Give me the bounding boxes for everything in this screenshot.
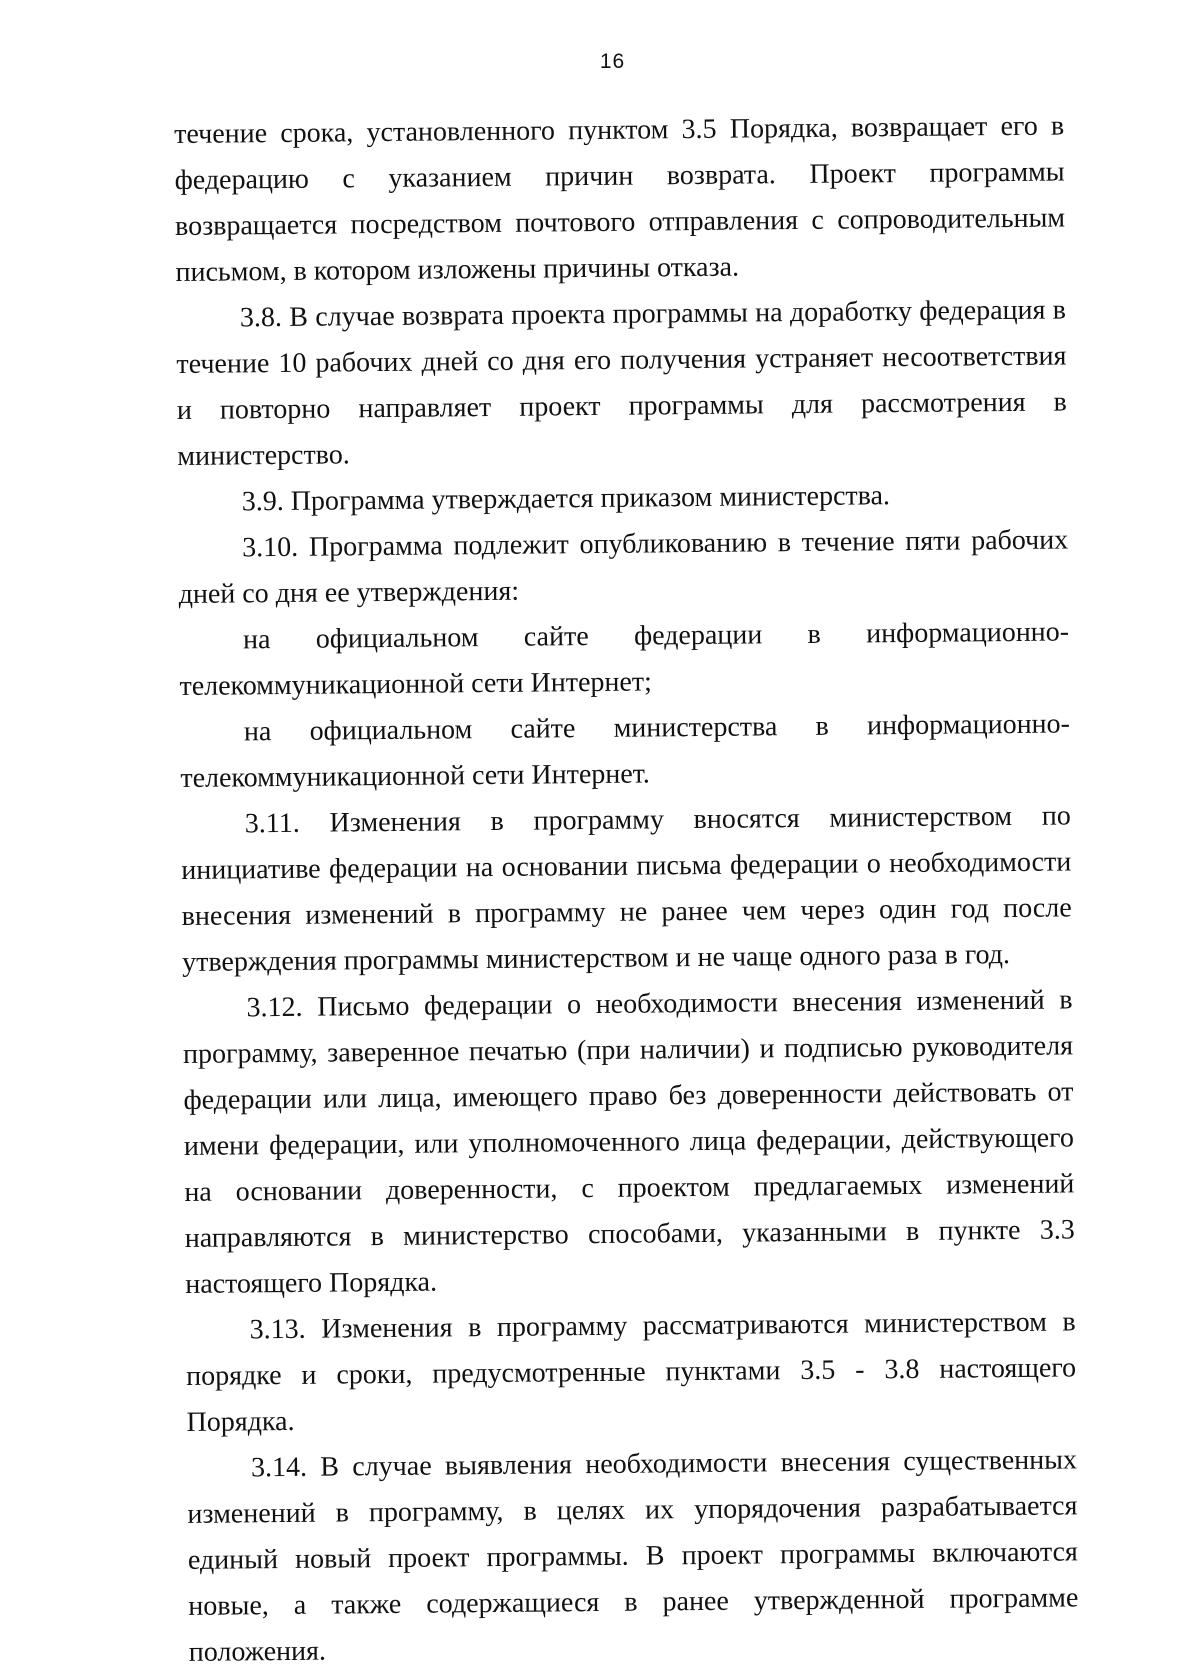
document-body <box>174 103 1079 1675</box>
list-item-federation-site-line2: телекоммуникационной сети Интернет; <box>179 666 653 702</box>
paragraph-3-14: 3.14. В случае выявления необходимости внесения существенных изменений в программу, в целях их упорядочения разрабатывается единый новый проект программы. В проект программы включаются новые, а также содержащиеся в ранее утвержденной программе положения. <box>187 1444 1079 1668</box>
paragraph-3-11: 3.11. Изменения в программу вносятся министерством по инициативе федерации на основании письма федерации о необходимости внесения изменений в программу не ранее чем через один год после утверждения программы министерством и не чаще одного раза в год. <box>181 800 1072 978</box>
paragraph-3-10: 3.10. Программа подлежит опубликованию в течение пяти рабочих дней со дня ее утверждения: <box>178 524 1069 610</box>
list-item-ministry-site-line1: на официальном сайте министерства в информационно- <box>243 708 1071 748</box>
paragraph-3-9: 3.9. Программа утверждается приказом министерства. <box>241 480 891 518</box>
paragraph-continuation: течение срока, установленного пунктом 3.5 Порядка, возвращает его в федерацию с указанием причин возврата. Проект программы возвращается посредством почтового отправления с сопроводительным письмом, в котором изложены причины отказа. <box>174 110 1066 288</box>
list-item-ministry-site-line2: телекоммуникационной сети Интернет. <box>180 758 651 794</box>
list-item-federation-site-line1: на официальном сайте федерации в информационно- <box>242 616 1070 656</box>
paragraph-3-12: 3.12. Письмо федерации о необходимости внесения изменений в программу, заверенное печатью (при наличии) и подписью руководителя федерации или лица, имеющего право без доверенности действовать от имени федерации, или уполномоченного лица федерации, действующего на основании доверенности, с проектом предлагаемых изменений направляются в министерство способами, указанными в пункте 3.3 настоящего Порядка. <box>182 984 1075 1300</box>
page-number: 16 <box>599 50 626 73</box>
paragraph-3-13: 3.13. Изменения в программу рассматриваются министерством в порядке и сроки, предусмотренные пунктами 3.5 - 3.8 настоящего Порядка. <box>185 1306 1077 1438</box>
paragraph-3-8: 3.8. В случае возврата проекта программы на доработку федерация в течение 10 рабочих дней со дня его получения устраняет несоответствия и повторно направляет проект программы для рассмотрения в министерство. <box>176 294 1067 472</box>
